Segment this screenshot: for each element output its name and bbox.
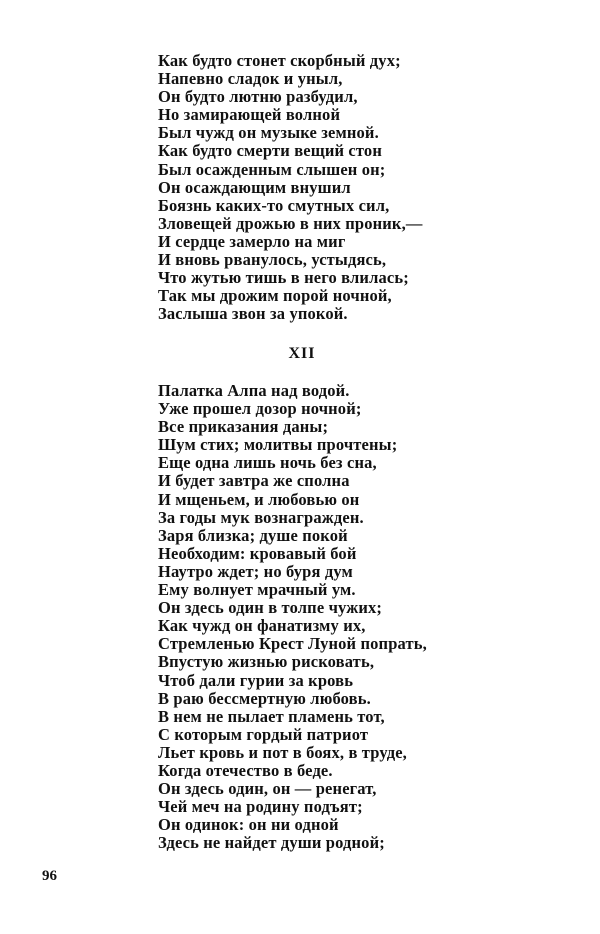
poem-line: Заслыша звон за упокой. bbox=[158, 304, 348, 324]
section-heading: XII bbox=[288, 345, 316, 362]
poem-line: Но замирающей волной bbox=[158, 105, 341, 125]
poem-line: Когда отечество в беде. bbox=[158, 760, 333, 780]
poem-line: Впустую жизнью рисковать, bbox=[158, 652, 375, 672]
page-number: 96 bbox=[42, 868, 57, 884]
poem-line: Заря близка; душе покой bbox=[158, 525, 348, 545]
poem-line: Боязнь каких-то смутных сил, bbox=[158, 195, 390, 215]
poem-line: Он здесь один, он — ренегат, bbox=[158, 779, 377, 799]
poem-line: Еще одна лишь ночь без сна, bbox=[158, 453, 377, 473]
poem-stanza-11-end bbox=[158, 52, 578, 323]
poem-line: В раю бессмертную любовь. bbox=[158, 688, 371, 708]
poem-line: Как будто стонет скорбный дух; bbox=[158, 51, 401, 70]
poem-line: За годы мук вознагражден. bbox=[158, 507, 364, 527]
poem-line: Он осаждающим внушил bbox=[158, 177, 351, 197]
poem-line: Как чужд он фанатизму их, bbox=[158, 616, 366, 636]
poem-line: Был чужд он музыке земной. bbox=[158, 123, 379, 143]
poem-line: Наутро ждет; но буря дум bbox=[158, 561, 353, 581]
poem-line: Он здесь один в толпе чужих; bbox=[158, 598, 383, 618]
poem-line: Уже прошел дозор ночной; bbox=[158, 399, 362, 419]
poem-line: Зловещей дрожью в них проник,— bbox=[158, 213, 423, 233]
poem-line: Стремленью Крест Луной попрать, bbox=[158, 634, 427, 654]
poem-line: Он одинок: он ни одной bbox=[158, 815, 339, 835]
poem-line: Здесь не найдет души родной; bbox=[158, 833, 385, 853]
poem-line: Был осажденным слышен он; bbox=[158, 159, 386, 179]
poem-line: Напевно сладок и уныл, bbox=[158, 69, 343, 89]
poem-line: И вновь рванулось, устыдясь, bbox=[158, 250, 387, 270]
poem-line: Чтоб дали гурии за кровь bbox=[158, 670, 354, 690]
poem-line: Необходим: кровавый бой bbox=[158, 543, 357, 563]
poem-line: Ему волнует мрачный ум. bbox=[158, 580, 356, 600]
poem-line: Он будто лютню разбудил, bbox=[158, 87, 358, 107]
poem-line: И мщеньем, и любовью он bbox=[158, 489, 360, 509]
poem-stanza-12 bbox=[158, 382, 578, 852]
poem-line: Что жутью тишь в него влилась; bbox=[158, 268, 409, 288]
poem-line: Шум стих; молитвы прочтены; bbox=[158, 435, 398, 455]
poem-line: И будет завтра же сполна bbox=[158, 471, 350, 491]
poem-line: Льет кровь и пот в боях, в труде, bbox=[158, 742, 407, 762]
poem-line: Все приказания даны; bbox=[158, 417, 329, 437]
poem-line: Чей меч на родину подъят; bbox=[158, 797, 363, 817]
poem-line: Палатка Алпа над водой. bbox=[158, 381, 350, 400]
poem-line: И сердце замерло на миг bbox=[158, 231, 346, 251]
poem-line: С которым гордый патриот bbox=[158, 724, 369, 744]
poem-line: Как будто смерти вещий стон bbox=[158, 141, 382, 161]
poem-line: Так мы дрожим порой ночной, bbox=[158, 286, 392, 306]
poem-line: В нем не пылает пламень тот, bbox=[158, 706, 385, 726]
